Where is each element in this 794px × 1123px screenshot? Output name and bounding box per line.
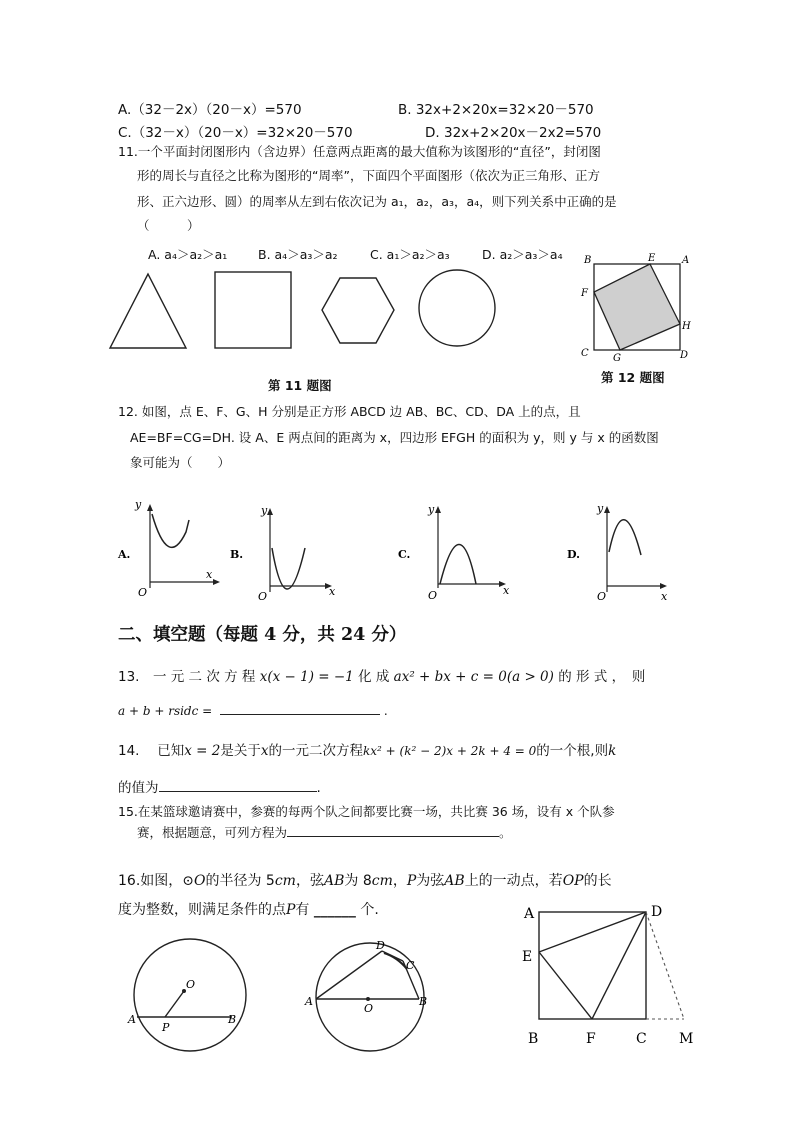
q13-line1	[118, 665, 645, 685]
label-e: E	[522, 949, 533, 965]
graph-b-y: y	[261, 504, 268, 517]
q13-math-3: a + b + rsidc =	[118, 704, 213, 718]
q16-unit-2: cm	[371, 873, 393, 889]
q16-t5: ，	[392, 873, 407, 889]
q16-unit-1: cm	[274, 873, 296, 889]
segment-ef	[539, 952, 592, 1019]
label-b: B	[419, 995, 428, 1008]
q12-graph-c	[396, 500, 516, 605]
q11-option-d: D. a₂＞a₃＞a₄	[482, 247, 563, 262]
label-a: A	[305, 995, 313, 1008]
square-abcd	[539, 912, 646, 1019]
q16-ab-1: AB	[323, 873, 345, 889]
q10-option-c: C.（32－x）（20－x）=32×20－570	[118, 125, 353, 141]
q11-line1: 11.一个平面封闭图形内（含边界）任意两点距离的最大值称为该图形的“直径”，封闭图	[118, 144, 601, 159]
q14-math-2: x	[260, 743, 269, 759]
graph-c-x: x	[503, 584, 510, 597]
graph-a-curve	[152, 514, 189, 547]
label-o: O	[186, 978, 196, 991]
q16-t4: 为 8	[344, 873, 372, 889]
quadrilateral-efgh	[594, 264, 680, 350]
square-shape	[215, 272, 291, 348]
graph-a-origin: O	[138, 586, 148, 599]
q10-option-a: A.（32－2x）（20－x）=570	[118, 102, 302, 118]
q13-math-1: x(x − 1) = −1	[259, 669, 354, 685]
q13-math-2: ax² + bx + c = 0(a > 0)	[393, 669, 554, 685]
label-c: C	[636, 1031, 647, 1047]
q15-text: 赛，根据题意，可列方程为	[137, 825, 288, 840]
label-d: D	[680, 350, 689, 361]
q16-p-1: P	[406, 873, 417, 889]
q15-line2	[137, 823, 512, 841]
circle-o	[134, 939, 246, 1051]
q14-text-d: 的一个根,则	[536, 743, 609, 759]
q11-figure-caption: 第 11 题图	[268, 378, 332, 393]
graph-d-curve	[609, 520, 641, 555]
label-p: P	[162, 1021, 170, 1034]
q13-answer-blank[interactable]	[220, 704, 380, 715]
q11-line3: 形、正六边形、圆）的周率从左到右依次记为 a₁，a₂，a₃，a₄，则下列关系中正确的是	[137, 194, 617, 209]
q11-line2: 形的周长与直径之比称为图形的“周率”，下面四个平面图形（依次为正三角形、正方	[137, 168, 600, 183]
section2-heading: 二、填空题（每题 4 分，共 24 分）	[118, 625, 407, 645]
label-e: E	[648, 253, 656, 264]
q10-option-d: D. 32x+2×20x－2x2=570	[425, 125, 602, 141]
q16-t11: 个.	[360, 902, 379, 918]
q16-t7: 上的一动点，若	[464, 873, 563, 889]
q14-answer-blank[interactable]	[159, 779, 317, 792]
q16-t10: 有	[295, 902, 310, 918]
q13-text-c: 的 形 式 ， 则	[558, 669, 646, 685]
q16-op: OP	[562, 873, 584, 889]
q16-circle-figure	[120, 935, 260, 1065]
graph-b-label: B.	[230, 548, 244, 561]
segment-fd	[592, 912, 646, 1019]
graph-b-origin: O	[258, 590, 268, 603]
circle-acdb-figure	[302, 935, 442, 1065]
q13-end: .	[383, 704, 388, 718]
q16-t3: ，弦	[295, 873, 324, 889]
label-d: D	[376, 939, 385, 952]
circle-shape	[419, 270, 495, 346]
q12-figure-caption: 第 12 题图	[601, 370, 665, 385]
label-a: A	[128, 1013, 136, 1026]
q12-line3: 象可能为（ ）	[130, 455, 231, 470]
label-m: M	[679, 1031, 694, 1047]
graph-b-curve	[272, 548, 305, 589]
q14-line1	[118, 739, 616, 759]
label-b: B	[584, 255, 592, 266]
label-a: A	[682, 255, 690, 266]
q15-answer-blank[interactable]	[287, 825, 499, 837]
q15-line1: 15.在某篮球邀请赛中，参赛的每两个队之间都要比赛一场，共比赛 36 场，设有 x 个队参	[118, 804, 615, 819]
q16-line2	[118, 899, 379, 919]
segment-dm-dashed	[646, 912, 684, 1019]
q12-line2: AE=BF=CG=DH. 设 A、E 两点间的距离为 x，四边形 EFGH 的面积为 y，则 y 与 x 的函数图	[130, 430, 659, 445]
q12-graph-b	[228, 500, 338, 605]
chord-ad	[316, 951, 382, 999]
q10-option-b: B. 32x+2×20x=32×20－570	[398, 102, 594, 118]
graph-b-x: x	[329, 585, 336, 598]
q11-option-a: A. a₄＞a₂＞a₁	[148, 247, 228, 262]
graph-a-label: A.	[118, 548, 131, 561]
label-c: C	[406, 959, 415, 972]
label-a: A	[524, 906, 535, 922]
segment-ed	[539, 912, 646, 952]
q16-t8: 的长	[583, 873, 612, 889]
q14-math-4: k	[608, 743, 617, 759]
q14-math-1: x = 2	[184, 743, 221, 759]
graph-d-y: y	[597, 502, 604, 515]
graph-c-curve	[440, 545, 476, 585]
q16-circle-o: ⊙O	[182, 873, 206, 889]
q12-square-figure	[578, 250, 698, 370]
label-c: C	[581, 348, 589, 359]
q16-t9: 度为整数，则满足条件的点	[118, 902, 286, 918]
equilateral-triangle	[110, 274, 186, 348]
q16-line1	[118, 870, 612, 890]
label-d: D	[651, 904, 663, 920]
q12-graph-a	[116, 500, 226, 605]
q14-text-e: 的值为	[118, 780, 159, 796]
label-b: B	[228, 1013, 237, 1026]
q11-answer-paren: （ ）	[137, 218, 200, 233]
graph-d-origin: O	[597, 590, 607, 603]
q16-answer-blank[interactable]: ______	[313, 902, 356, 918]
label-f: F	[581, 288, 588, 299]
q12-graph-d	[565, 500, 675, 605]
graph-c-label: C.	[398, 548, 411, 561]
q16-p-2: P	[286, 902, 296, 918]
q14-math-3: kx² + (k² − 2)x + 2k + 4 = 0	[363, 744, 537, 758]
label-f: F	[586, 1031, 596, 1047]
graph-c-y: y	[428, 503, 435, 516]
q13-line2	[118, 704, 388, 718]
q16-t2: 的半径为 5	[205, 873, 275, 889]
q14-text-a: 14. 已知	[118, 743, 185, 759]
label-o: O	[364, 1002, 374, 1015]
q16-ab-2: AB	[444, 873, 465, 889]
q14-end: .	[316, 780, 321, 796]
segment-op	[165, 991, 184, 1017]
q14-line2	[118, 776, 321, 796]
q11-option-c: C. a₁＞a₂＞a₃	[370, 247, 450, 262]
q12-line1: 12. 如图，点 E、F、G、H 分别是正方形 ABCD 边 AB、BC、CD、DA 上的点，且	[118, 404, 581, 419]
label-b: B	[528, 1031, 539, 1047]
graph-d-x: x	[661, 590, 668, 603]
graph-a-y: y	[135, 498, 142, 511]
regular-hexagon	[322, 278, 394, 343]
q16-t1: 16.如图，	[118, 873, 183, 889]
q11-shapes-figure	[100, 262, 500, 362]
q13-text-a: 13. 一 元 二 次 方 程	[118, 669, 256, 685]
q11-option-b: B. a₄＞a₃＞a₂	[258, 247, 338, 262]
q13-text-b: 化 成	[358, 669, 390, 685]
q14-text-c: 的一元二次方程	[268, 743, 363, 759]
label-h: H	[682, 321, 691, 332]
graph-d-label: D.	[567, 548, 580, 561]
graph-a-x: x	[206, 568, 213, 581]
square-abcdm-figure	[512, 895, 702, 1055]
q15-end: 。	[499, 825, 512, 840]
graph-c-origin: O	[428, 589, 438, 602]
q16-t6: 为弦	[416, 873, 445, 889]
label-g: G	[613, 353, 621, 364]
q14-text-b: 是关于	[220, 743, 261, 759]
